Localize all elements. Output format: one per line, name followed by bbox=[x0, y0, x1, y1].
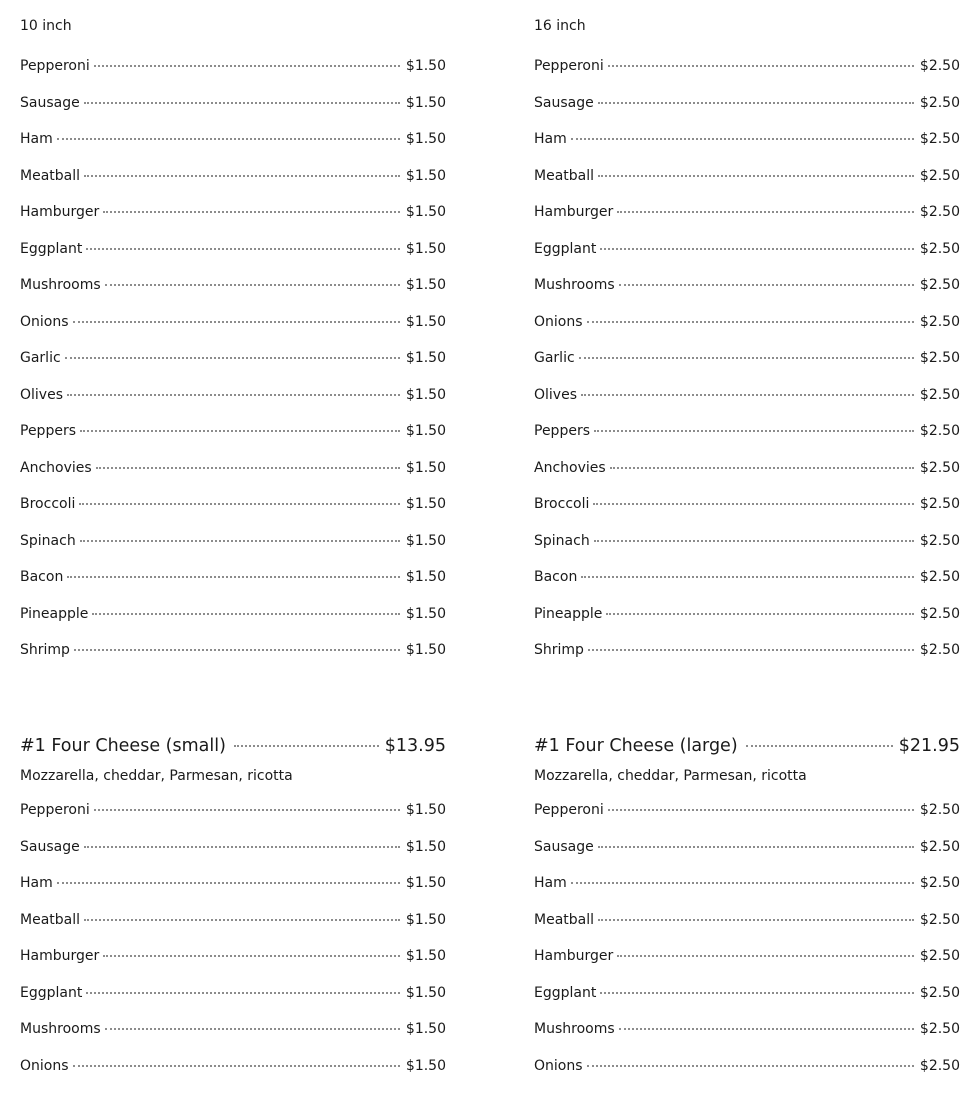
topping-price: $1.50 bbox=[405, 984, 446, 1001]
topping-name: Eggplant bbox=[534, 984, 597, 1001]
topping-price: $1.50 bbox=[405, 911, 446, 928]
topping-name: Pineapple bbox=[534, 605, 603, 622]
dot-leader bbox=[105, 284, 400, 286]
dot-leader bbox=[73, 321, 400, 323]
topping-name: Pineapple bbox=[20, 605, 89, 622]
topping-name: Olives bbox=[20, 386, 63, 403]
topping-price: $2.50 bbox=[919, 532, 960, 549]
topping-price: $2.50 bbox=[919, 58, 960, 74]
topping-name: Sausage bbox=[534, 838, 594, 855]
topping-price: $1.50 bbox=[405, 204, 446, 220]
section-subtitle: 16 inch bbox=[534, 18, 586, 34]
topping-name: Mushrooms bbox=[534, 277, 615, 293]
topping-row bbox=[20, 837, 446, 874]
topping-price: $1.50 bbox=[405, 386, 446, 403]
topping-name: Ham bbox=[534, 131, 567, 147]
topping-name: Onions bbox=[20, 1057, 69, 1074]
topping-row bbox=[20, 385, 446, 422]
topping-row bbox=[534, 800, 960, 837]
topping-name: Eggplant bbox=[534, 240, 597, 257]
topping-price: $1.50 bbox=[405, 423, 446, 439]
topping-row bbox=[20, 421, 446, 458]
topping-price: $2.50 bbox=[919, 642, 960, 658]
menu-item-heading bbox=[20, 732, 446, 760]
topping-price: $1.50 bbox=[405, 838, 446, 855]
topping-row bbox=[534, 873, 960, 910]
topping-price: $1.50 bbox=[405, 1057, 446, 1074]
topping-price: $1.50 bbox=[405, 875, 446, 891]
topping-name: Pepperoni bbox=[534, 802, 604, 818]
topping-name: Onions bbox=[20, 313, 69, 330]
menu-item-price: $13.95 bbox=[384, 736, 446, 756]
topping-name: Spinach bbox=[20, 532, 76, 549]
dot-leader bbox=[73, 1065, 400, 1067]
topping-row bbox=[20, 1019, 446, 1056]
dot-leader bbox=[94, 809, 400, 811]
dot-leader bbox=[74, 649, 400, 651]
topping-name: Anchovies bbox=[20, 459, 92, 476]
topping-price: $1.50 bbox=[405, 948, 446, 964]
topping-row bbox=[20, 800, 446, 837]
dot-leader bbox=[598, 919, 914, 921]
dot-leader bbox=[581, 576, 914, 578]
dot-leader bbox=[105, 1028, 400, 1030]
dot-leader bbox=[57, 138, 400, 140]
dot-leader bbox=[594, 430, 914, 432]
topping-row bbox=[534, 348, 960, 385]
dot-leader bbox=[65, 357, 400, 359]
dot-leader bbox=[587, 321, 914, 323]
topping-row bbox=[20, 604, 446, 641]
dot-leader bbox=[84, 846, 400, 848]
dot-leader bbox=[84, 175, 400, 177]
topping-row bbox=[534, 567, 960, 604]
topping-price: $2.50 bbox=[919, 569, 960, 585]
topping-price: $2.50 bbox=[919, 313, 960, 330]
menu-item-description: Mozzarella, cheddar, Parmesan, ricotta bbox=[534, 768, 807, 784]
topping-price: $2.50 bbox=[919, 948, 960, 964]
topping-price: $2.50 bbox=[919, 386, 960, 403]
topping-price: $1.50 bbox=[405, 802, 446, 818]
topping-name: Eggplant bbox=[20, 240, 83, 257]
topping-row bbox=[534, 983, 960, 1020]
topping-price: $1.50 bbox=[405, 313, 446, 330]
topping-name: Ham bbox=[534, 875, 567, 891]
topping-row bbox=[20, 202, 446, 239]
dot-leader bbox=[103, 955, 400, 957]
dot-leader bbox=[606, 613, 914, 615]
topping-price: $1.50 bbox=[405, 569, 446, 585]
dot-leader bbox=[600, 248, 914, 250]
topping-name: Pepperoni bbox=[20, 58, 90, 74]
topping-row bbox=[20, 458, 446, 495]
topping-name: Mushrooms bbox=[20, 277, 101, 293]
topping-price: $2.50 bbox=[919, 423, 960, 439]
topping-price: $2.50 bbox=[919, 1057, 960, 1074]
topping-row bbox=[534, 239, 960, 276]
topping-price: $1.50 bbox=[405, 277, 446, 293]
dot-leader bbox=[588, 649, 914, 651]
dot-leader bbox=[598, 846, 914, 848]
menu-item-name: #1 Four Cheese (small) bbox=[20, 736, 226, 756]
topping-price: $2.50 bbox=[919, 277, 960, 293]
topping-name: Shrimp bbox=[534, 642, 584, 658]
dot-leader bbox=[571, 138, 914, 140]
topping-price: $2.50 bbox=[919, 496, 960, 512]
topping-price: $2.50 bbox=[919, 838, 960, 855]
topping-name: Garlic bbox=[20, 350, 61, 366]
topping-row bbox=[534, 946, 960, 983]
topping-row bbox=[20, 531, 446, 568]
dot-leader bbox=[608, 809, 914, 811]
topping-price: $1.50 bbox=[405, 167, 446, 184]
topping-row bbox=[20, 348, 446, 385]
dot-leader bbox=[598, 102, 914, 104]
topping-row bbox=[20, 275, 446, 312]
topping-name: Sausage bbox=[20, 94, 80, 111]
topping-row bbox=[20, 166, 446, 203]
topping-name: Meatball bbox=[20, 911, 81, 928]
topping-price: $1.50 bbox=[405, 459, 446, 476]
dot-leader bbox=[746, 745, 893, 747]
topping-row bbox=[20, 983, 446, 1020]
dot-leader bbox=[80, 540, 400, 542]
topping-price: $2.50 bbox=[919, 350, 960, 366]
topping-row bbox=[534, 166, 960, 203]
dot-leader bbox=[594, 540, 914, 542]
four-cheese-large-section bbox=[534, 732, 960, 1092]
topping-row bbox=[20, 640, 446, 677]
dot-leader bbox=[67, 576, 400, 578]
topping-row bbox=[534, 129, 960, 166]
topping-name: Onions bbox=[534, 313, 583, 330]
topping-row bbox=[534, 1056, 960, 1093]
topping-name: Pepperoni bbox=[20, 802, 90, 818]
dot-leader bbox=[608, 65, 914, 67]
topping-price: $1.50 bbox=[405, 240, 446, 257]
topping-price: $2.50 bbox=[919, 984, 960, 1001]
topping-name: Ham bbox=[20, 875, 53, 891]
topping-name: Meatball bbox=[534, 167, 595, 184]
topping-price: $2.50 bbox=[919, 459, 960, 476]
dot-leader bbox=[84, 919, 400, 921]
topping-name: Meatball bbox=[534, 911, 595, 928]
topping-row bbox=[20, 946, 446, 983]
dot-leader bbox=[581, 394, 914, 396]
topping-price: $2.50 bbox=[919, 802, 960, 818]
dot-leader bbox=[593, 503, 914, 505]
topping-row bbox=[20, 873, 446, 910]
dot-leader bbox=[92, 613, 400, 615]
topping-row bbox=[534, 1019, 960, 1056]
topping-row bbox=[534, 458, 960, 495]
topping-row bbox=[534, 385, 960, 422]
dot-leader bbox=[610, 467, 914, 469]
topping-row bbox=[20, 312, 446, 349]
topping-price: $2.50 bbox=[919, 240, 960, 257]
topping-row bbox=[534, 604, 960, 641]
topping-name: Peppers bbox=[534, 423, 590, 439]
dot-leader bbox=[619, 284, 914, 286]
dot-leader bbox=[617, 955, 914, 957]
topping-price: $2.50 bbox=[919, 875, 960, 891]
dot-leader bbox=[84, 102, 400, 104]
topping-name: Broccoli bbox=[20, 496, 76, 512]
dot-leader bbox=[67, 394, 400, 396]
topping-row bbox=[534, 531, 960, 568]
toppings-16-inch-section bbox=[534, 16, 960, 677]
dot-leader bbox=[94, 65, 400, 67]
topping-price: $2.50 bbox=[919, 911, 960, 928]
topping-name: Onions bbox=[534, 1057, 583, 1074]
dot-leader bbox=[234, 745, 379, 747]
topping-row bbox=[20, 494, 446, 531]
topping-row bbox=[534, 56, 960, 93]
dot-leader bbox=[571, 882, 914, 884]
toppings-list bbox=[20, 800, 446, 1092]
dot-leader bbox=[617, 211, 914, 213]
dot-leader bbox=[86, 992, 400, 994]
topping-row bbox=[534, 910, 960, 947]
topping-price: $1.50 bbox=[405, 131, 446, 147]
topping-price: $1.50 bbox=[405, 605, 446, 622]
topping-row bbox=[20, 239, 446, 276]
topping-price: $1.50 bbox=[405, 1021, 446, 1037]
dot-leader bbox=[600, 992, 914, 994]
toppings-list bbox=[20, 56, 446, 677]
dot-leader bbox=[86, 248, 400, 250]
topping-price: $2.50 bbox=[919, 204, 960, 220]
menu-item-description: Mozzarella, cheddar, Parmesan, ricotta bbox=[20, 768, 293, 784]
topping-price: $1.50 bbox=[405, 642, 446, 658]
dot-leader bbox=[80, 430, 400, 432]
topping-row bbox=[20, 1056, 446, 1093]
topping-row bbox=[534, 837, 960, 874]
menu-item-heading bbox=[534, 732, 960, 760]
topping-name: Ham bbox=[20, 131, 53, 147]
topping-name: Shrimp bbox=[20, 642, 70, 658]
dot-leader bbox=[579, 357, 914, 359]
menu-item-name: #1 Four Cheese (large) bbox=[534, 736, 738, 756]
topping-row bbox=[20, 56, 446, 93]
topping-name: Bacon bbox=[534, 569, 578, 585]
topping-price: $1.50 bbox=[405, 532, 446, 549]
topping-row bbox=[20, 567, 446, 604]
topping-name: Bacon bbox=[20, 569, 64, 585]
topping-row bbox=[20, 129, 446, 166]
dot-leader bbox=[57, 882, 400, 884]
dot-leader bbox=[587, 1065, 914, 1067]
topping-name: Spinach bbox=[534, 532, 590, 549]
topping-name: Hamburger bbox=[20, 204, 100, 220]
topping-name: Hamburger bbox=[534, 204, 614, 220]
topping-price: $2.50 bbox=[919, 1021, 960, 1037]
section-subtitle: 10 inch bbox=[20, 18, 72, 34]
topping-row bbox=[534, 202, 960, 239]
topping-name: Broccoli bbox=[534, 496, 590, 512]
topping-row bbox=[534, 93, 960, 130]
menu-item-price: $21.95 bbox=[898, 736, 960, 756]
topping-row bbox=[20, 93, 446, 130]
topping-price: $1.50 bbox=[405, 58, 446, 74]
topping-price: $2.50 bbox=[919, 167, 960, 184]
topping-name: Peppers bbox=[20, 423, 76, 439]
four-cheese-small-section bbox=[20, 732, 446, 1092]
topping-name: Garlic bbox=[534, 350, 575, 366]
topping-name: Pepperoni bbox=[534, 58, 604, 74]
topping-price: $2.50 bbox=[919, 131, 960, 147]
topping-name: Eggplant bbox=[20, 984, 83, 1001]
topping-name: Hamburger bbox=[20, 948, 100, 964]
dot-leader bbox=[598, 175, 914, 177]
topping-name: Sausage bbox=[20, 838, 80, 855]
topping-row bbox=[534, 640, 960, 677]
topping-name: Hamburger bbox=[534, 948, 614, 964]
topping-name: Olives bbox=[534, 386, 577, 403]
topping-row bbox=[20, 910, 446, 947]
topping-row bbox=[534, 275, 960, 312]
topping-price: $2.50 bbox=[919, 94, 960, 111]
toppings-list bbox=[534, 800, 960, 1092]
topping-name: Sausage bbox=[534, 94, 594, 111]
topping-row bbox=[534, 312, 960, 349]
topping-price: $1.50 bbox=[405, 496, 446, 512]
topping-row bbox=[534, 494, 960, 531]
topping-name: Mushrooms bbox=[20, 1021, 101, 1037]
topping-price: $1.50 bbox=[405, 94, 446, 111]
topping-name: Meatball bbox=[20, 167, 81, 184]
toppings-list bbox=[534, 56, 960, 677]
dot-leader bbox=[96, 467, 400, 469]
topping-price: $1.50 bbox=[405, 350, 446, 366]
dot-leader bbox=[103, 211, 400, 213]
topping-name: Anchovies bbox=[534, 459, 606, 476]
topping-price: $2.50 bbox=[919, 605, 960, 622]
toppings-10-inch-section bbox=[20, 16, 446, 677]
dot-leader bbox=[619, 1028, 914, 1030]
dot-leader bbox=[79, 503, 400, 505]
topping-row bbox=[534, 421, 960, 458]
topping-name: Mushrooms bbox=[534, 1021, 615, 1037]
